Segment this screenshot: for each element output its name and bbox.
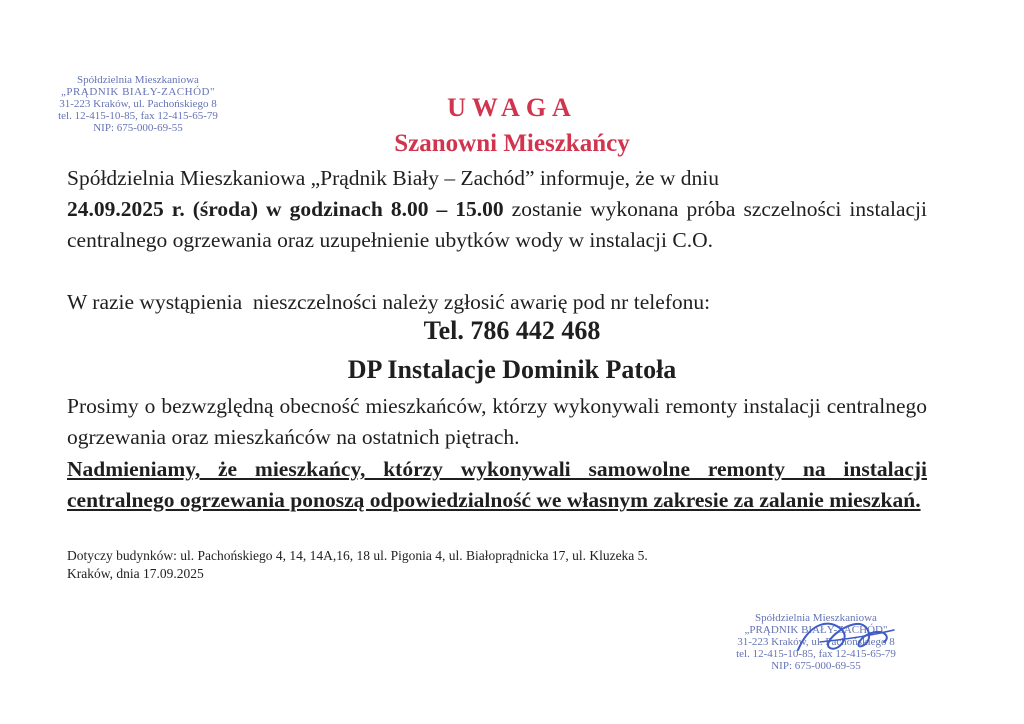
stamp-line: Spółdzielnia Mieszkaniowa xyxy=(755,612,877,624)
announcement-intro: Spółdzielnia Mieszkaniowa „Prądnik Biały – Zachód” informuje, że w dniu xyxy=(67,166,719,190)
liability-notice: Nadmieniamy, że mieszkańcy, którzy wykonywali samowolne remonty na instalacji centralnego ogrzewania ponoszą odpowiedzialność we własnym zakresie za zalanie mieszkań. xyxy=(67,457,927,512)
affected-buildings: Dotyczy budynków: ul. Pachońskiego 4, 14, 14A,16, 18 ul. Pigonia 4, ul. Białoprądnicka 17, ul. Kluzeka 5. xyxy=(67,548,648,563)
notice-heading: UWAGA xyxy=(447,93,577,122)
stamp-line: tel. 12-415-10-85, fax 12-415-65-79 xyxy=(58,110,218,122)
stamp-line: NIP: 675-000-69-55 xyxy=(771,660,861,672)
company-name: DP Instalacje Dominik Patoła xyxy=(347,355,677,384)
stamp-line: 31-223 Kraków, ul. Pachońskiego 8 xyxy=(737,636,895,648)
stamp-line: NIP: 675-000-69-55 xyxy=(93,122,183,134)
attendance-request: Prosimy o bezwzględną obecność mieszkańców, którzy wykonywali remonty instalacji centralnego ogrzewania oraz mieszkańców na ostatnich piętrach. xyxy=(67,394,927,449)
stamp-line: „PRĄDNIK BIAŁY-ZACHÓD" xyxy=(61,86,215,98)
stamp-line: tel. 12-415-10-85, fax 12-415-65-79 xyxy=(736,648,896,660)
greeting: Szanowni Mieszkańcy xyxy=(394,130,630,157)
stamp-line: „PRĄDNIK BIAŁY-ZACHÓD" xyxy=(744,624,888,636)
handwritten-signature xyxy=(790,612,900,662)
date-place: Kraków, dnia 17.09.2025 xyxy=(67,566,204,581)
test-date-time: 24.09.2025 r. (środa) w godzinach 8.00 – 15.00 xyxy=(67,197,504,221)
stamp-line: Spółdzielnia Mieszkaniowa xyxy=(77,74,199,86)
announcement-paragraph xyxy=(67,163,927,256)
phone-number: Tel. 786 442 468 xyxy=(423,316,601,345)
stamp-line: 31-223 Kraków, ul. Pachońskiego 8 xyxy=(59,98,217,110)
announcement-rest: zostanie wykonana próba szczelności instalacji centralnego ogrzewania oraz uzupełnienie ubytków wody w instalacji C.O. xyxy=(67,197,928,252)
report-instruction: W razie wystąpienia nieszczelności należy zgłosić awarię pod nr telefonu: xyxy=(67,290,711,314)
